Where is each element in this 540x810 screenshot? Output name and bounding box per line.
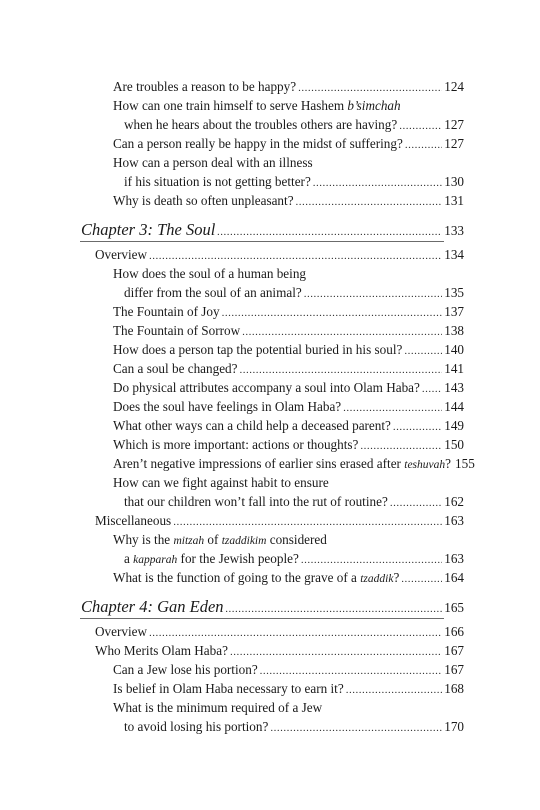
toc-page-number: 131 <box>444 193 464 208</box>
toc-entry <box>113 661 464 680</box>
toc-entry <box>124 173 464 192</box>
toc-entry-italic: b’simchah <box>347 98 401 113</box>
toc-entry-title: How can a person deal with an illness <box>113 155 313 170</box>
toc-entry-title: How can we fight against habit to ensure <box>113 475 329 490</box>
toc-entry-title: Do physical attributes accompany a soul into Olam Haba? <box>113 380 420 395</box>
toc-entry <box>113 474 464 492</box>
toc-entry-title: Can a Jew lose his portion? <box>113 662 258 677</box>
dot-leader <box>226 598 443 620</box>
chapter-rule <box>80 241 444 242</box>
toc-entry-title: Can a person really be happy in the midst of suffering? <box>113 136 403 151</box>
dot-leader <box>405 136 442 154</box>
dot-leader <box>399 117 442 135</box>
toc-entry <box>113 78 464 97</box>
dot-leader <box>393 418 442 436</box>
chapter-heading <box>81 596 464 620</box>
toc-entry-title: The Fountain of Joy <box>113 304 220 319</box>
toc-entry <box>124 550 464 569</box>
toc-page-number: 140 <box>444 342 464 357</box>
toc-entry-title: Is belief in Olam Haba necessary to earn it? <box>113 681 344 696</box>
toc-entry-title: What other ways can a child help a deceased parent? <box>113 418 391 433</box>
toc-entry <box>113 569 464 588</box>
dot-leader <box>260 662 443 680</box>
toc-entry-title: a kapparah for the Jewish people? <box>124 551 299 566</box>
toc-page-number: 144 <box>444 399 464 414</box>
dot-leader <box>360 437 442 455</box>
toc-page-number: 134 <box>444 247 464 262</box>
toc-entry-title: Are troubles a reason to be happy? <box>113 79 297 94</box>
toc-entry <box>124 718 464 737</box>
dot-leader <box>390 494 442 512</box>
dot-leader <box>222 304 443 322</box>
toc-section <box>95 512 464 531</box>
toc-entry <box>113 360 464 379</box>
toc-entry-italic: tzaddikim <box>221 535 267 547</box>
toc-section-title: Overview <box>95 247 147 262</box>
dot-leader <box>242 323 442 341</box>
toc-entry <box>113 436 464 455</box>
toc-page-number: 143 <box>444 380 464 395</box>
toc-page-number: 163 <box>444 513 464 528</box>
toc-page-number: 150 <box>444 437 464 452</box>
dot-leader <box>346 681 443 699</box>
toc-page-number: 133 <box>444 223 464 238</box>
toc-entry <box>113 341 464 360</box>
toc-entry <box>113 192 464 211</box>
dot-leader <box>404 342 442 360</box>
toc-entry-italic: mitzah <box>173 535 205 547</box>
toc-entry-title: What is the function of going to the grave of a tzaddik? <box>113 570 400 585</box>
dot-leader <box>149 247 442 265</box>
toc-entry <box>113 154 464 172</box>
toc-section <box>95 642 464 661</box>
toc-page-number: 141 <box>444 361 464 376</box>
toc-section-title: Miscellaneous <box>95 513 172 528</box>
toc-entry <box>124 116 464 135</box>
toc-entry <box>124 284 464 303</box>
toc-page-number: 130 <box>444 174 464 189</box>
toc-entry-title: differ from the soul of an animal? <box>124 285 302 300</box>
toc-page-number: 168 <box>444 681 464 696</box>
toc-section-title: Who Merits Olam Haba? <box>95 643 228 658</box>
toc-entry <box>113 417 464 436</box>
dot-leader <box>401 570 442 588</box>
toc-entry <box>113 379 464 398</box>
toc-entry-italic: teshuvah <box>404 459 446 471</box>
toc-entry <box>113 135 464 154</box>
toc-page-number: 166 <box>444 624 464 639</box>
toc-entry-title: when he hears about the troubles others are having? <box>124 117 398 132</box>
toc-page-number: 167 <box>444 643 464 658</box>
dot-leader <box>296 193 443 211</box>
dot-leader <box>270 719 442 737</box>
toc-entry <box>113 531 464 550</box>
toc-entry <box>113 97 464 115</box>
toc-page-number: 170 <box>444 719 464 734</box>
toc-entry-title: that our children won’t fall into the rut of routine? <box>124 494 388 509</box>
chapter-title: Chapter 3: The Soul <box>81 220 216 239</box>
dot-leader <box>217 221 442 243</box>
chapter-title: Chapter 4: Gan Eden <box>81 597 224 616</box>
toc-entry-title: How can one train himself to serve Hashem <box>113 98 348 113</box>
toc-entry-italic: kapparah <box>133 554 178 566</box>
dot-leader <box>240 361 443 379</box>
dot-leader <box>173 513 442 531</box>
dot-leader <box>304 285 442 303</box>
toc-page-number: 162 <box>444 494 464 509</box>
toc-page-number: 155 <box>455 456 475 471</box>
toc-entry <box>124 493 464 512</box>
toc-page-number: 167 <box>444 662 464 677</box>
toc-entry-title: Can a soul be changed? <box>113 361 238 376</box>
dot-leader <box>343 399 442 417</box>
toc-page-number: 164 <box>444 570 464 585</box>
toc-page-number: 124 <box>444 79 464 94</box>
toc-section <box>95 623 464 642</box>
toc-entry <box>113 455 475 474</box>
dot-leader <box>298 79 442 97</box>
toc-page-number: 138 <box>444 323 464 338</box>
toc-entry-title: Which is more important: actions or thoughts? <box>113 437 359 452</box>
toc-entry <box>113 699 464 717</box>
dot-leader <box>301 551 442 569</box>
toc-entry <box>113 265 464 283</box>
toc-entry-title: What is the minimum required of a Jew <box>113 700 323 715</box>
toc-entry-title: Why is death so often unpleasant? <box>113 193 294 208</box>
dot-leader <box>422 380 442 398</box>
toc-entry-title: The Fountain of Sorrow <box>113 323 241 338</box>
toc-entry-title: if his situation is not getting better? <box>124 174 311 189</box>
toc-entry-title: How does a person tap the potential buried in his soul? <box>113 342 403 357</box>
chapter-rule <box>80 618 444 619</box>
toc-entry-title: Does the soul have feelings in Olam Haba? <box>113 399 342 414</box>
toc-entry-title: to avoid losing his portion? <box>124 719 269 734</box>
dot-leader <box>149 624 442 642</box>
toc-page-number: 135 <box>444 285 464 300</box>
toc-entry-title: How does the soul of a human being <box>113 266 307 281</box>
toc-entry-italic: tzaddik <box>360 573 394 585</box>
chapter-heading <box>81 219 464 243</box>
toc-entry <box>113 303 464 322</box>
toc-entry <box>113 322 464 341</box>
dot-leader <box>313 174 442 192</box>
dot-leader <box>230 643 442 661</box>
toc-page-number: 149 <box>444 418 464 433</box>
toc-entry-title: Why is the mitzah of tzaddikim considered <box>113 532 327 547</box>
toc-page-number: 165 <box>444 600 464 615</box>
toc-section-title: Overview <box>95 624 147 639</box>
toc-page-number: 137 <box>444 304 464 319</box>
toc-page-number: 163 <box>444 551 464 566</box>
toc-page-number: 127 <box>444 136 464 151</box>
toc-entry <box>113 398 464 417</box>
toc-entry-title: Aren’t negative impressions of earlier sins erased after teshuvah? <box>113 456 451 471</box>
toc-page-number: 127 <box>444 117 464 132</box>
toc-entry <box>113 680 464 699</box>
toc-section <box>95 246 464 265</box>
